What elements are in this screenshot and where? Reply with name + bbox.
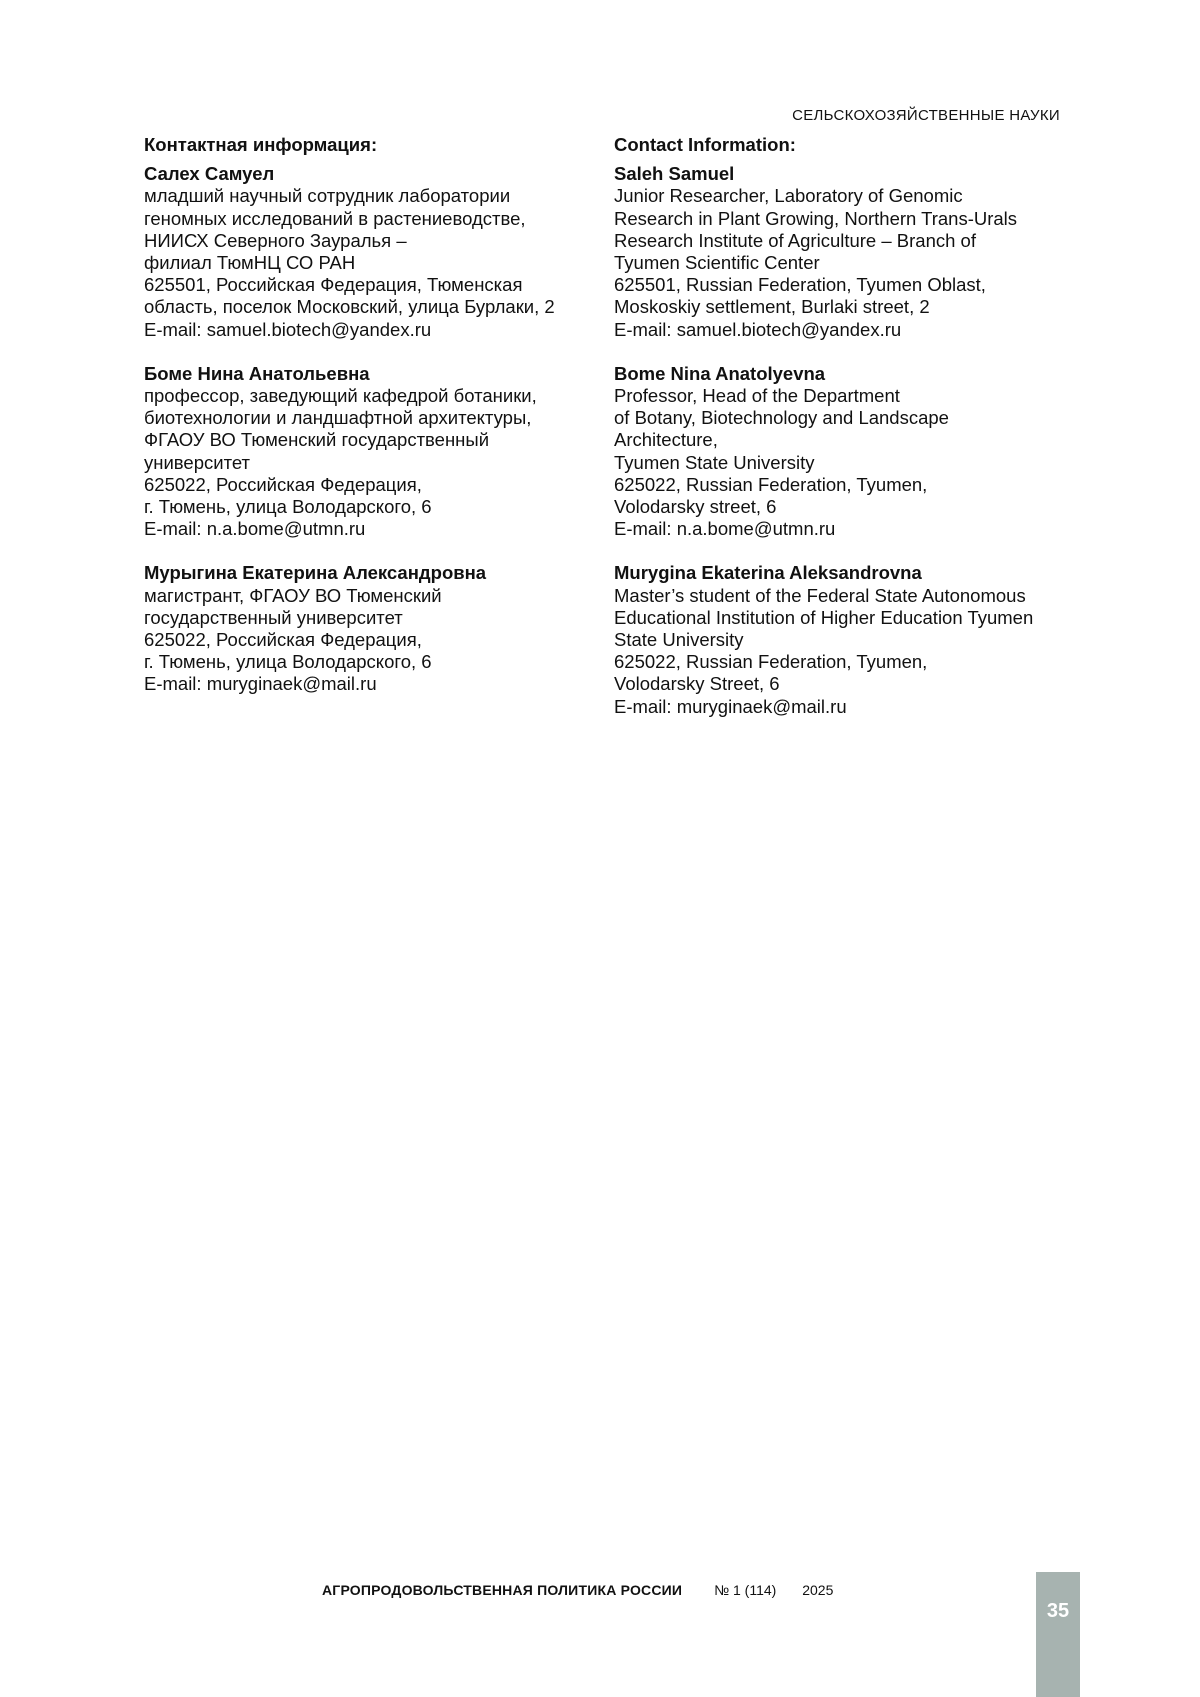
person-detail-line: государственный университет bbox=[144, 606, 403, 628]
person-detail-line: г. Тюмень, улица Володарского, 6 bbox=[144, 496, 432, 518]
person-detail-line: Research Institute of Agriculture – Branch of bbox=[614, 229, 976, 251]
person-detail-line: Junior Researcher, Laboratory of Genomic bbox=[614, 185, 963, 207]
person-detail-line: ФГАОУ ВО Тюменский государственный bbox=[144, 429, 490, 451]
person-name: Murygina Ekaterina Aleksandrovna bbox=[614, 562, 922, 584]
running-head-section: СЕЛЬСКОХОЗЯЙСТВЕННЫЕ НАУКИ bbox=[792, 107, 1060, 124]
person-detail-line: Tyumen State University bbox=[614, 451, 815, 473]
person-detail-line: младший научный сотрудник лаборатории bbox=[144, 185, 511, 207]
page-footer bbox=[322, 1582, 833, 1598]
person-email[interactable]: E-mail: n.a.bome@utmn.ru bbox=[614, 518, 836, 540]
person-email[interactable]: E-mail: n.a.bome@utmn.ru bbox=[144, 518, 366, 540]
person-block-ru-1 bbox=[144, 163, 594, 341]
person-detail-line: State University bbox=[614, 629, 744, 651]
person-detail-line: профессор, заведующий кафедрой ботаники, bbox=[144, 385, 537, 407]
person-detail-line: 625022, Российская Федерация, bbox=[144, 473, 422, 495]
person-email[interactable]: E-mail: samuel.biotech@yandex.ru bbox=[614, 318, 902, 340]
person-detail-line: 625022, Российская Федерация, bbox=[144, 629, 422, 651]
person-email[interactable]: E-mail: samuel.biotech@yandex.ru bbox=[144, 318, 432, 340]
person-detail-line: университет bbox=[144, 451, 250, 473]
person-name: Салех Самуел bbox=[144, 163, 275, 185]
person-detail-line: геномных исследований в растениеводстве, bbox=[144, 207, 526, 229]
person-name: Bome Nina Anatolyevna bbox=[614, 362, 826, 384]
person-block-ru-3 bbox=[144, 562, 594, 695]
person-name: Боме Нина Анатольевна bbox=[144, 362, 370, 384]
page-number: 35 bbox=[1046, 1600, 1070, 1622]
person-detail-line: 625501, Российская Федерация, Тюменская bbox=[144, 274, 523, 296]
person-block-ru-2 bbox=[144, 363, 594, 541]
contact-column-ru bbox=[144, 134, 594, 718]
journal-title: АГРОПРОДОВОЛЬСТВЕННАЯ ПОЛИТИКА РОССИИ bbox=[322, 1582, 683, 1598]
person-block-en-3 bbox=[614, 562, 1074, 717]
contact-column-en bbox=[614, 134, 1074, 740]
person-detail-line: г. Тюмень, улица Володарского, 6 bbox=[144, 651, 432, 673]
person-detail-line: биотехнологии и ландшафтной архитектуры, bbox=[144, 407, 532, 429]
person-detail-line: магистрант, ФГАОУ ВО Тюменский bbox=[144, 584, 442, 606]
person-name: Saleh Samuel bbox=[614, 163, 735, 185]
person-block-en-1 bbox=[614, 163, 1074, 341]
person-detail-line: of Botany, Biotechnology and Landscape bbox=[614, 407, 949, 429]
person-email[interactable]: E-mail: muryginaek@mail.ru bbox=[144, 673, 377, 695]
contact-heading-ru: Контактная информация: bbox=[144, 134, 378, 155]
person-detail-line: Master’s student of the Federal State Autonomous bbox=[614, 584, 1026, 606]
person-detail-line: 625022, Russian Federation, Tyumen, bbox=[614, 473, 928, 495]
person-email[interactable]: E-mail: muryginaek@mail.ru bbox=[614, 695, 847, 717]
person-detail-line: Tyumen Scientific Center bbox=[614, 252, 820, 274]
person-detail-line: Volodarsky Street, 6 bbox=[614, 673, 780, 695]
person-detail-line: область, поселок Московский, улица Бурлаки, 2 bbox=[144, 296, 555, 318]
person-detail-line: Architecture, bbox=[614, 429, 718, 451]
person-detail-line: Research in Plant Growing, Northern Trans-Urals bbox=[614, 207, 1018, 229]
issue-year: 2025 bbox=[802, 1582, 834, 1598]
person-detail-line: филиал ТюмНЦ СО РАН bbox=[144, 252, 356, 274]
person-detail-line: Professor, Head of the Department bbox=[614, 385, 900, 407]
issue-number: № 1 (114) bbox=[714, 1582, 777, 1598]
person-name: Мурыгина Екатерина Александровна bbox=[144, 562, 487, 584]
person-detail-line: Educational Institution of Higher Education Tyumen bbox=[614, 606, 1034, 628]
person-block-en-2 bbox=[614, 363, 1074, 541]
person-detail-line: 625501, Russian Federation, Tyumen Oblast, bbox=[614, 274, 986, 296]
person-detail-line: 625022, Russian Federation, Tyumen, bbox=[614, 651, 928, 673]
person-detail-line: Volodarsky street, 6 bbox=[614, 496, 777, 518]
person-detail-line: НИИСХ Северного Зауралья – bbox=[144, 229, 407, 251]
contact-heading-en: Contact Information: bbox=[614, 134, 796, 155]
person-detail-line: Moskoskiy settlement, Burlaki street, 2 bbox=[614, 296, 930, 318]
page-number-tab bbox=[1036, 1572, 1080, 1697]
